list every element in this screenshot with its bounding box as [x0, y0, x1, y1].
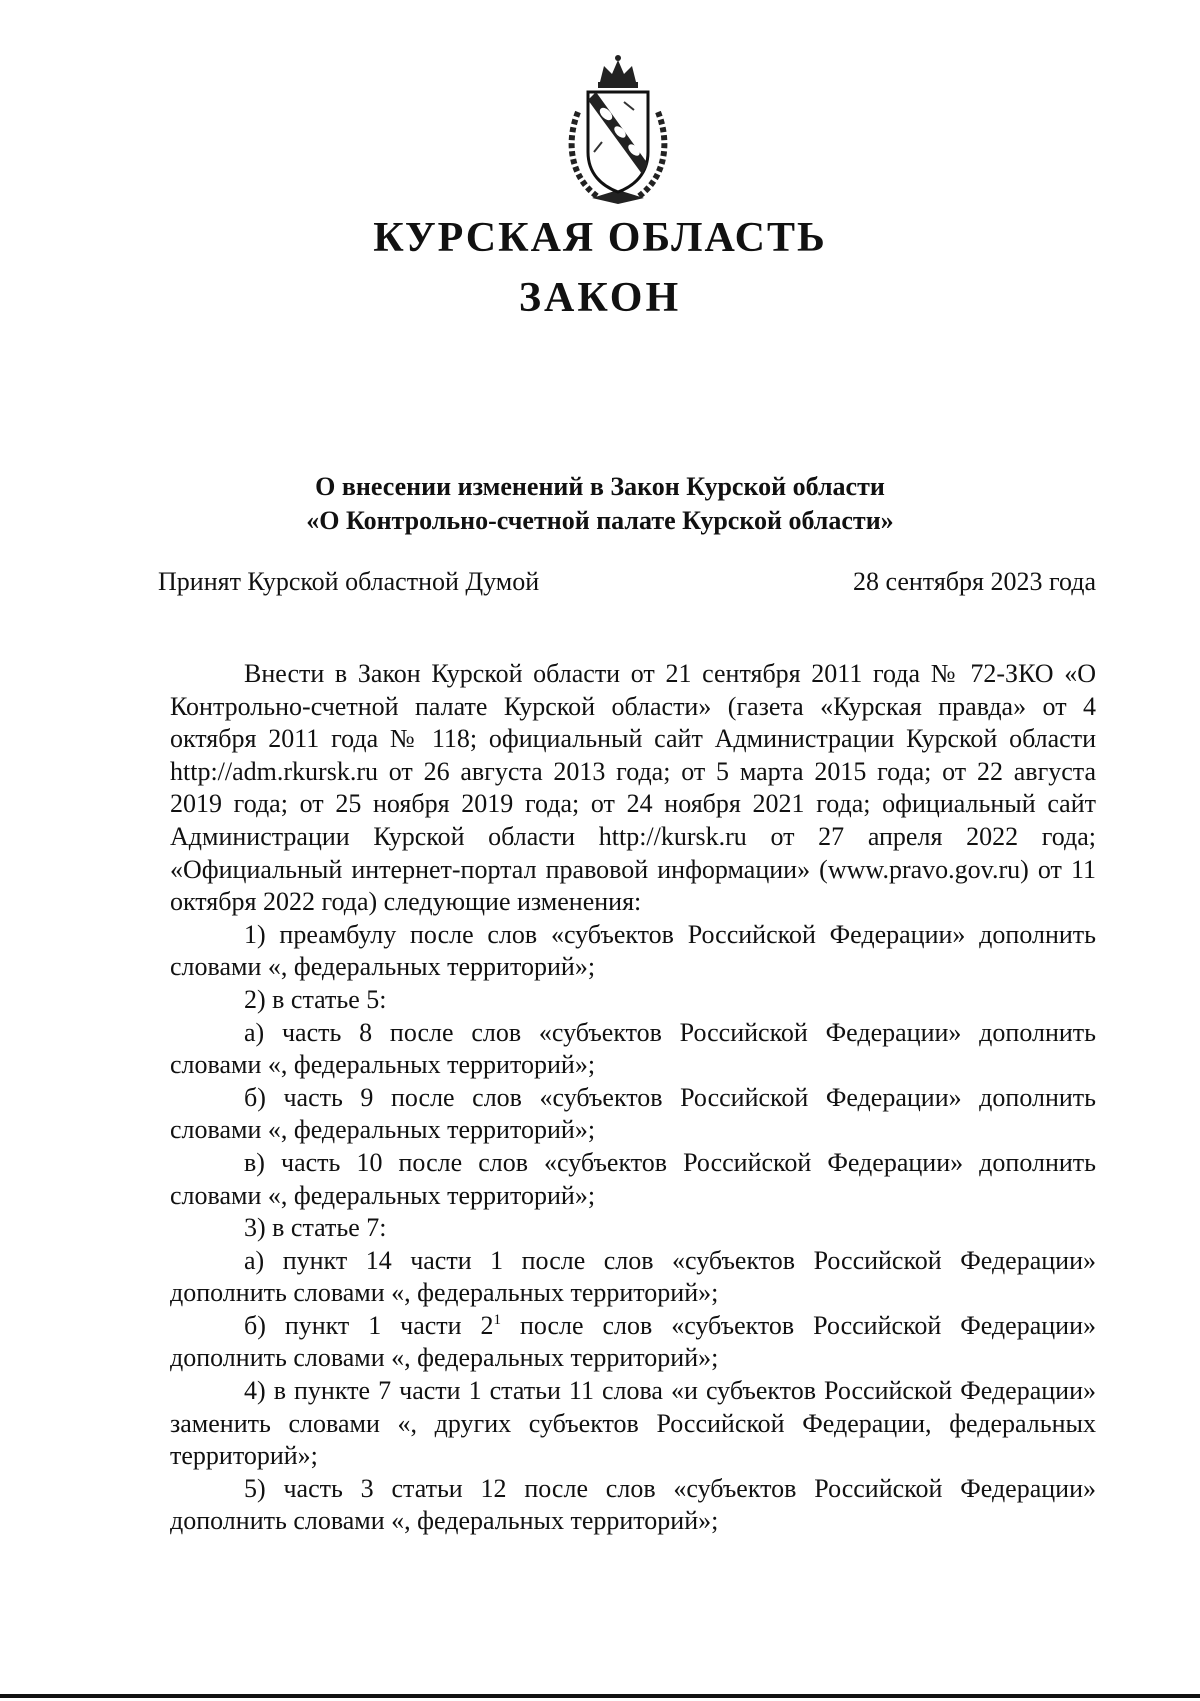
page-bottom-border: [0, 1694, 1200, 1698]
intro-paragraph: Внести в Закон Курской области от 21 сентября 2011 года № 72-ЗКО «О Контрольно-счетной палате Курской области» (газета «Курская правда» от 4 октября 2011 года № 118; официальный сайт Администрации Курской области http://adm.rkursk.ru от 26 августа 2013 года; от 5 марта 2015 года; от 22 августа 2019 года; от 25 ноября 2019 года; от 24 ноября 2021 года; официальный сайт Администрации Курской области http://kursk.ru от 27 апреля 2022 года; «Официальный интернет-портал правовой информации» (www.pravo.gov.ru) от 11 октября 2022 года) следующие изменения:: [170, 659, 1096, 917]
adoption-date: 28 сентября 2023 года: [852, 567, 1096, 596]
law-subject-line-2: «О Контрольно-счетной палате Курской области»: [306, 506, 894, 535]
adopted-by: Принят Курской областной Думой: [158, 567, 540, 596]
kursk-coat-of-arms-icon: [558, 52, 678, 207]
item-3b-end: после слов «субъектов Российской Федерации» дополнить словами «, федеральных территорий»;: [170, 1310, 1096, 1373]
law-subject-line-1: О внесении изменений в Закон Курской области: [315, 472, 885, 501]
item-3b: [170, 1310, 1096, 1375]
item-1: 1) преамбулу после слов «субъектов Российской Федерации» дополнить словами «, федеральных территорий»;: [170, 919, 1096, 982]
item-4: 4) в пункте 7 части 1 статьи 11 слова «и субъектов Российской Федерации» заменить словами «, других субъектов Российской Федерации, федеральных территорий»;: [170, 1376, 1096, 1471]
item-2b: б) часть 9 после слов «субъектов Российской Федерации» дополнить словами «, федеральных территорий»;: [170, 1082, 1096, 1145]
item-3a: а) пункт 14 части 1 после слов «субъектов Российской Федерации» дополнить словами «, федеральных территорий»;: [170, 1245, 1096, 1308]
region-title: КУРСКАЯ ОБЛАСТЬ: [373, 215, 827, 261]
item-3b-start: б) пункт 1 части 2: [244, 1310, 494, 1340]
item-2c: в) часть 10 после слов «субъектов Российской Федерации» дополнить словами «, федеральных территорий»;: [170, 1147, 1096, 1210]
item-2: 2) в статье 5:: [244, 984, 387, 1014]
law-body: [170, 658, 1096, 1538]
document-type-title: ЗАКОН: [518, 275, 682, 321]
law-subject: [0, 470, 1200, 538]
item-2a: а) часть 8 после слов «субъектов Российской Федерации» дополнить словами «, федеральных территорий»;: [170, 1017, 1096, 1080]
item-3: 3) в статье 7:: [244, 1213, 387, 1243]
item-5: 5) часть 3 статьи 12 после слов «субъектов Российской Федерации» дополнить словами «, федеральных территорий»;: [170, 1473, 1096, 1536]
item-3b-superscript: 1: [493, 1311, 502, 1328]
